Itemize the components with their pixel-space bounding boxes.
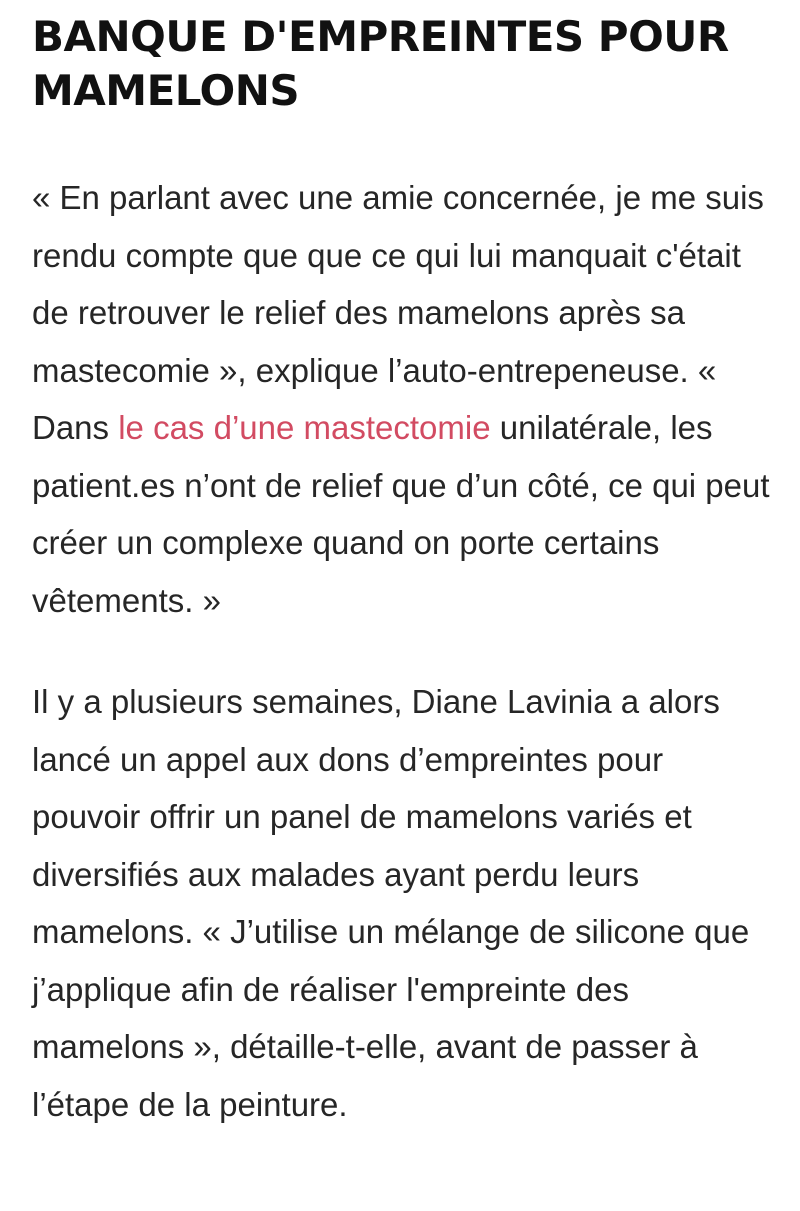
- mastectomie-link[interactable]: le cas d’une mastectomie: [118, 409, 491, 446]
- article-paragraph-1: [32, 169, 772, 629]
- paragraph-1-text-start: « En parlant avec une amie concernée, je me suis rendu compte que que ce qui lui manquait c'était de retrouver le relief des mamelons après sa mastecomie », explique l’auto-entrepeneuse. « Dans: [32, 179, 764, 446]
- paragraph-1-text-end: unilatérale, les patient.es n’ont de relief que d’un côté, ce qui peut créer un complexe quand on porte certains vêtements. »: [32, 409, 770, 619]
- article-heading: BANQUE D'EMPREINTES POUR MAMELONS: [32, 12, 729, 115]
- article-paragraph-2: Il y a plusieurs semaines, Diane Lavinia a alors lancé un appel aux dons d’empreintes pour pouvoir offrir un panel de mamelons variés et diversifiés aux malades ayant perdu leurs mamelons. « J’utilise un mélange de silicone que j’applique afin de réaliser l'empreinte des mamelons », détaille-t-elle, avant de passer à l’étape de la peinture.: [32, 683, 750, 1123]
- article-body: [32, 10, 772, 1133]
